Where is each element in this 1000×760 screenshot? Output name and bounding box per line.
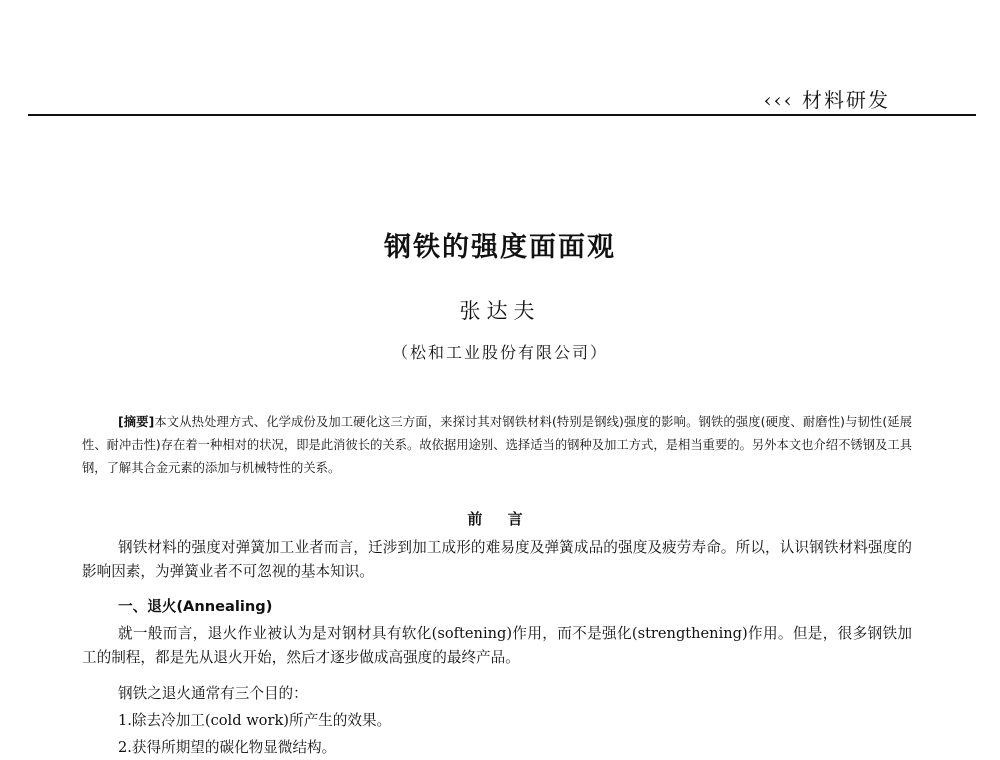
paper-title: 钢铁的强度面面观 <box>384 232 616 263</box>
annealing-paragraph: 就一般而言，退火作业被认为是对钢材具有软化(softening)作用，而不是强化(strengthening)作用。但是，很多钢铁加工的制程，都是先从退火开始，然后才逐步做成高强度的最终产品。 <box>82 625 912 666</box>
abstract <box>82 411 912 480</box>
abstract-text: 本文从热处理方式、化学成份及加工硬化这三方面，来探讨其对钢铁材料(特别是钢线)强度的影响。钢铁的强度(硬度、耐磨性)与韧性(延展性、耐冲击性)存在着一种相对的状况，即是此消彼长的关系。故依据用途别、选择适当的钢种及加工方式，是相当重要的。另外本文也介绍不锈钢及工具钢，了解其合金元素的添加与机械特性的关系。 <box>82 415 912 475</box>
purposes-intro: 钢铁之退火通常有三个目的： <box>118 685 308 702</box>
preface-heading: 前 言 <box>467 510 533 528</box>
purpose-item-1: 1.除去冷加工(cold work)所产生的效果。 <box>118 712 392 729</box>
abstract-label: [摘要] <box>118 415 155 429</box>
preface-paragraph: 钢铁材料的强度对弹簧加工业者而言，迁涉到加工成形的难易度及弹簧成品的强度及疲劳寿命。所以，认识钢铁材料强度的影响因素，为弹簧业者不可忽视的基本知识。 <box>82 539 912 580</box>
section-heading-annealing: 一、退火(Annealing) <box>118 598 273 615</box>
journal-section-label: ‹‹‹ 材料研发 <box>763 88 890 112</box>
purpose-item-2: 2.获得所期望的碳化物显微结构。 <box>118 739 337 756</box>
header-divider <box>28 114 976 116</box>
author-name: 张达夫 <box>459 299 541 323</box>
author-affiliation: （松和工业股份有限公司） <box>391 343 608 362</box>
